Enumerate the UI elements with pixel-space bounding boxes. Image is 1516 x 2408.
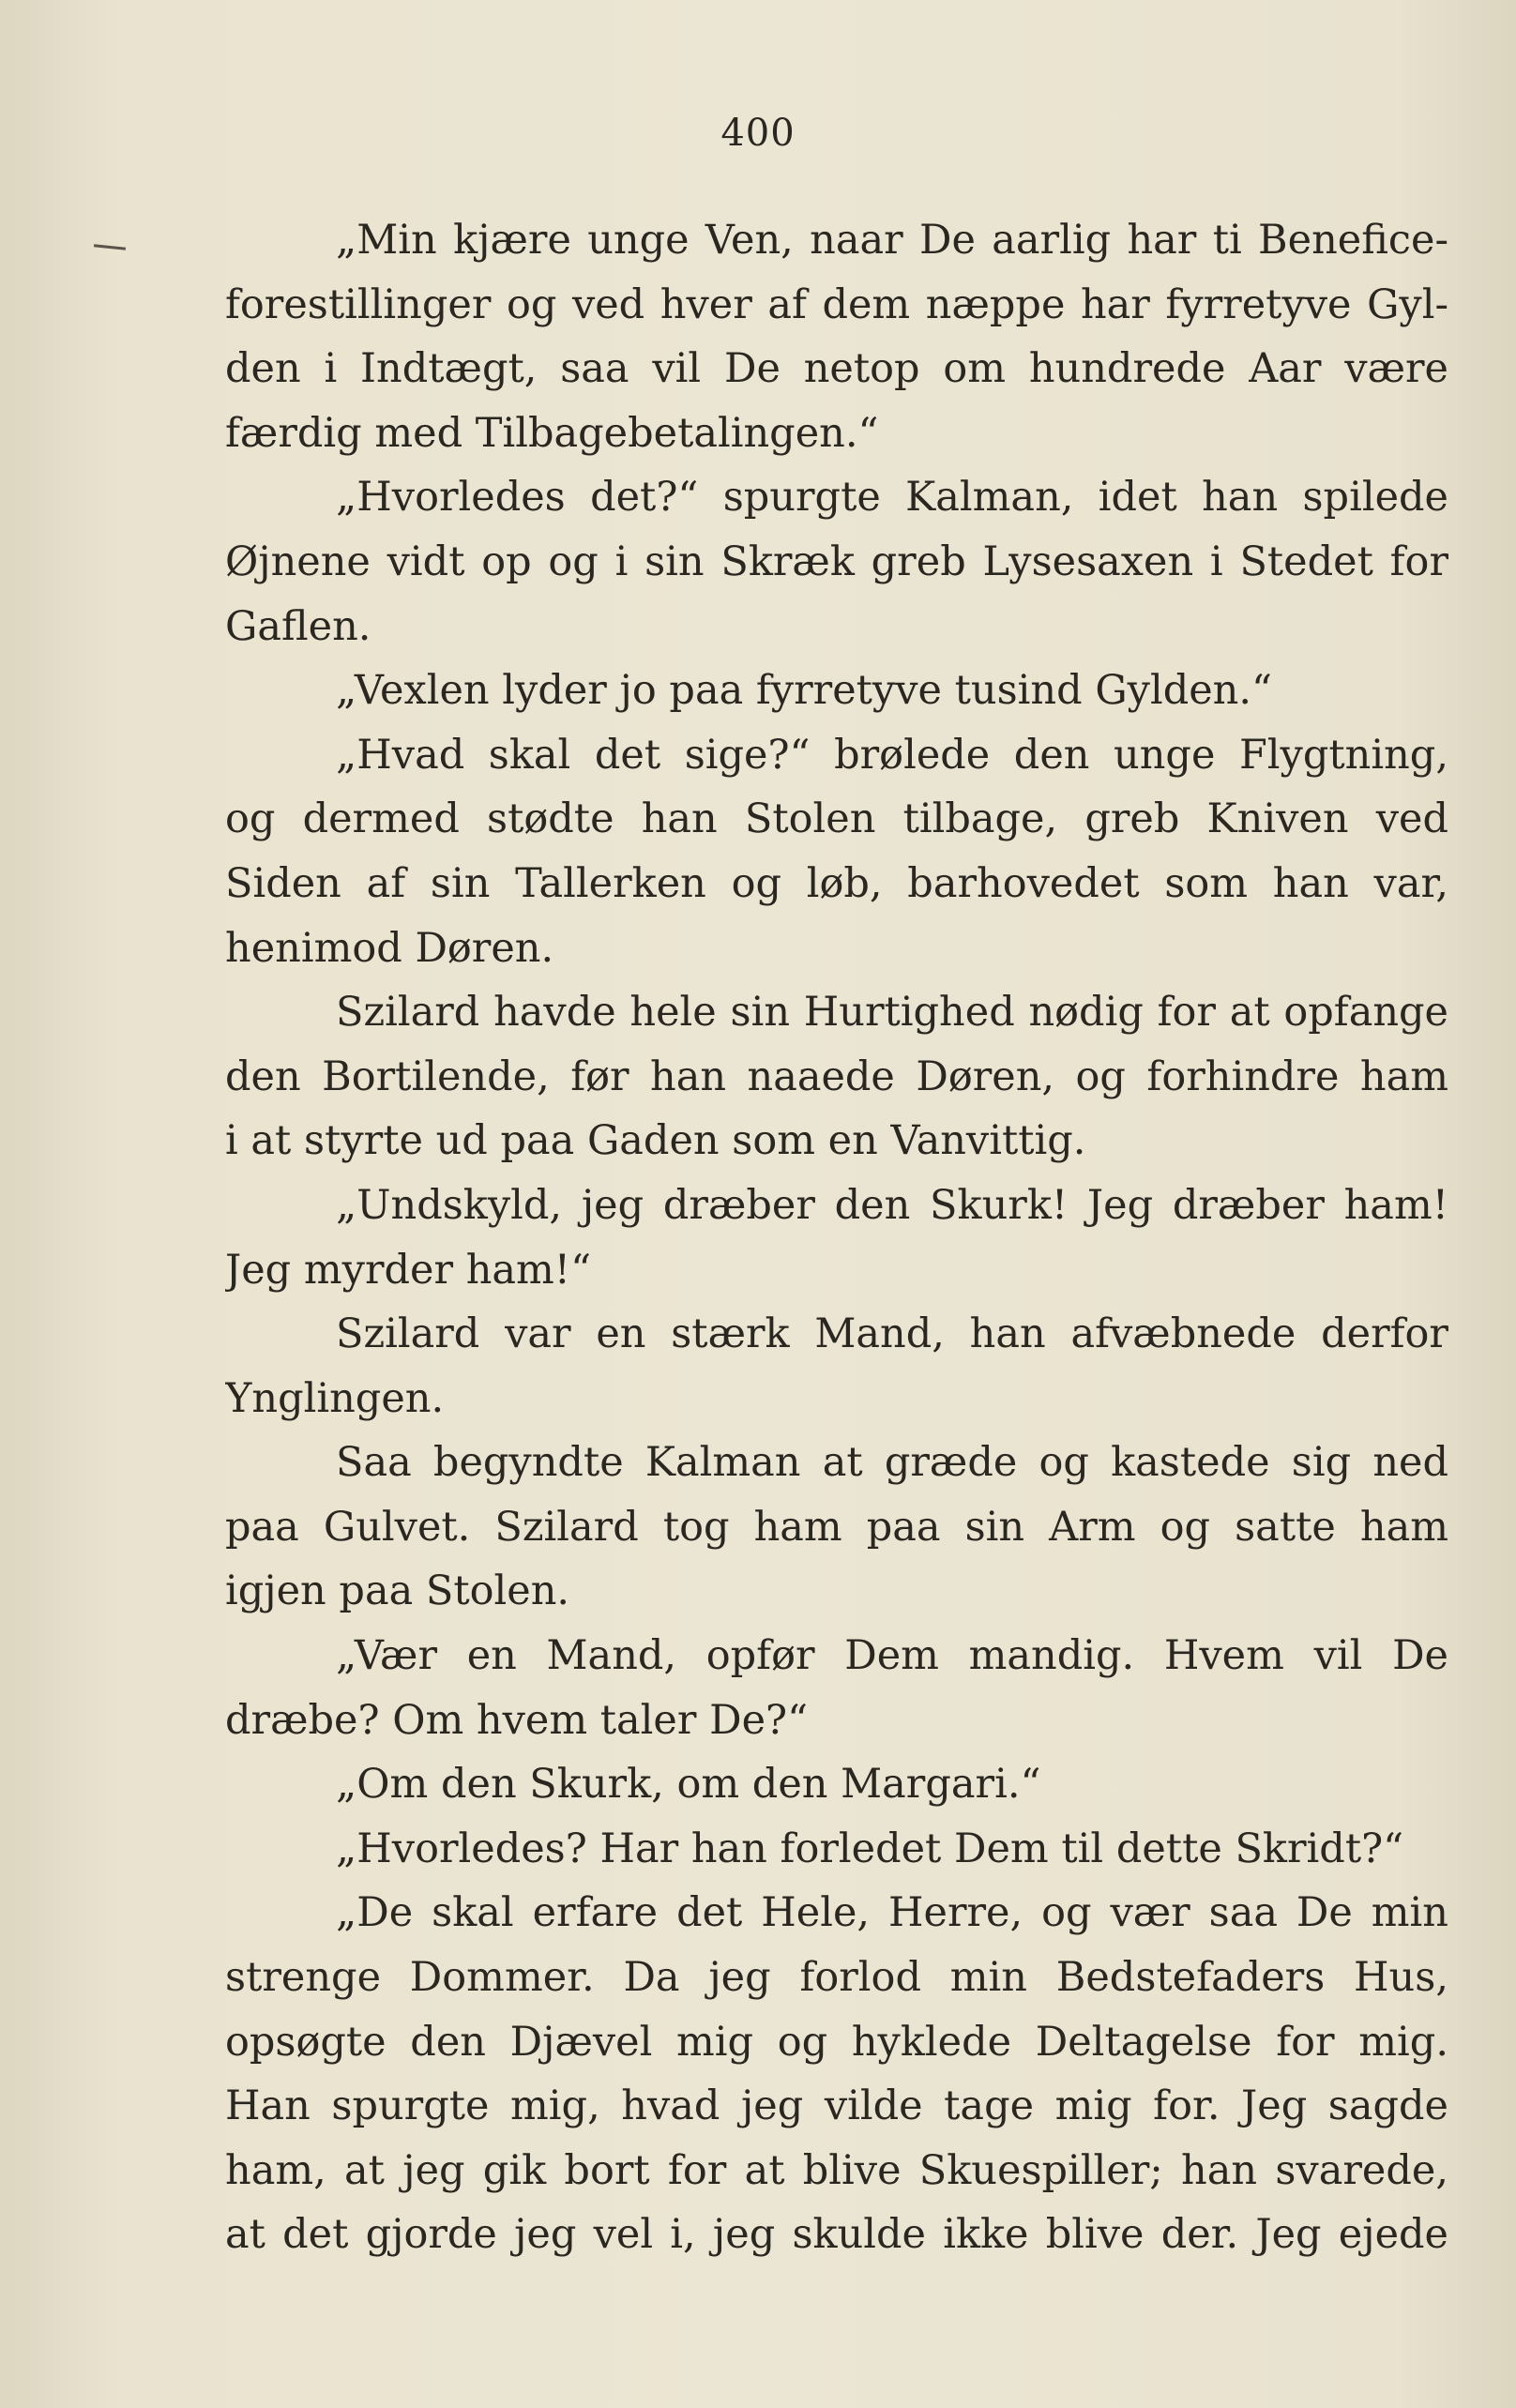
text-line: og dermed stødte han Stolen tilbage, greb Kniven ved [225, 795, 1448, 843]
text-line: „Hvorledes? Har han forledet Dem til dette Skridt?“ [336, 1825, 1404, 1872]
text-line: „Vær en Mand, opfør Dem mandig. Hvem vil De [336, 1632, 1448, 1680]
text-line: Ynglingen. [225, 1374, 445, 1422]
text-line: i at styrte ud paa Gaden som en Vanvittig. [225, 1117, 1086, 1165]
text-line: den Bortilende, før han naaede Døren, og forhindre ham [225, 1053, 1448, 1100]
text-line: henimod Døren. [225, 924, 554, 972]
text-line: „Vexlen lyder jo paa fyrretyve tusind Gylden.“ [336, 667, 1273, 715]
text-line: „Min kjære unge Ven, naar De aarlig har ti Benefice- [336, 217, 1448, 264]
text-line: Szilard havde hele sin Hurtighed nødig for at opfange [336, 989, 1448, 1037]
margin-mark [94, 244, 126, 250]
text-line: „De skal erfare det Hele, Herre, og vær saa De min [336, 1889, 1448, 1937]
text-line: „Hvad skal det sige?“ brølede den unge Flygtning, [336, 731, 1448, 779]
text-line: at det gjorde jeg vel i, jeg skulde ikke blive der. Jeg ejede [225, 2211, 1448, 2259]
text-line: ham, at jeg gik bort for at blive Skuespiller; han svarede, [225, 2146, 1448, 2194]
body-text [225, 208, 1448, 2267]
text-line: opsøgte den Djævel mig og hyklede Deltagelse for mig. [225, 2018, 1448, 2066]
text-line: „Undskyld, jeg dræber den Skurk! Jeg dræber ham! [336, 1181, 1448, 1229]
text-line: strenge Dommer. Da jeg forlod min Bedstefaders Hus, [225, 1954, 1448, 2002]
text-line: Øjnene vidt op og i sin Skræk greb Lysesaxen i Stedet for [225, 538, 1448, 585]
text-line: Gaflen. [225, 602, 371, 650]
text-line: færdig med Tilbagebetalingen.“ [225, 409, 879, 457]
text-line: „Hvorledes det?“ spurgte Kalman, idet han spilede [336, 474, 1448, 522]
text-line: dræbe? Om hvem taler De?“ [225, 1696, 809, 1744]
text-line: igjen paa Stolen. [225, 1567, 570, 1615]
text-line: „Om den Skurk, om den Margari.“ [336, 1761, 1041, 1809]
page-number: 400 [720, 112, 796, 155]
text-line: paa Gulvet. Szilard tog ham paa sin Arm og satte ham [225, 1503, 1448, 1551]
text-line: Szilard var en stærk Mand, han afvæbnede derfor [336, 1310, 1448, 1358]
text-line: forestillinger og ved hver af dem næppe har fyrretyve Gyl- [225, 280, 1448, 328]
text-line: Jeg myrder ham!“ [225, 1246, 592, 1294]
text-line: Saa begyndte Kalman at græde og kastede sig ned [336, 1439, 1448, 1487]
text-line: Han spurgte mig, hvad jeg vilde tage mig for. Jeg sagde [225, 2082, 1448, 2130]
text-line: Siden af sin Tallerken og løb, barhovedet som han var, [225, 859, 1448, 907]
text-line: den i Indtægt, saa vil De netop om hundrede Aar være [225, 345, 1448, 393]
